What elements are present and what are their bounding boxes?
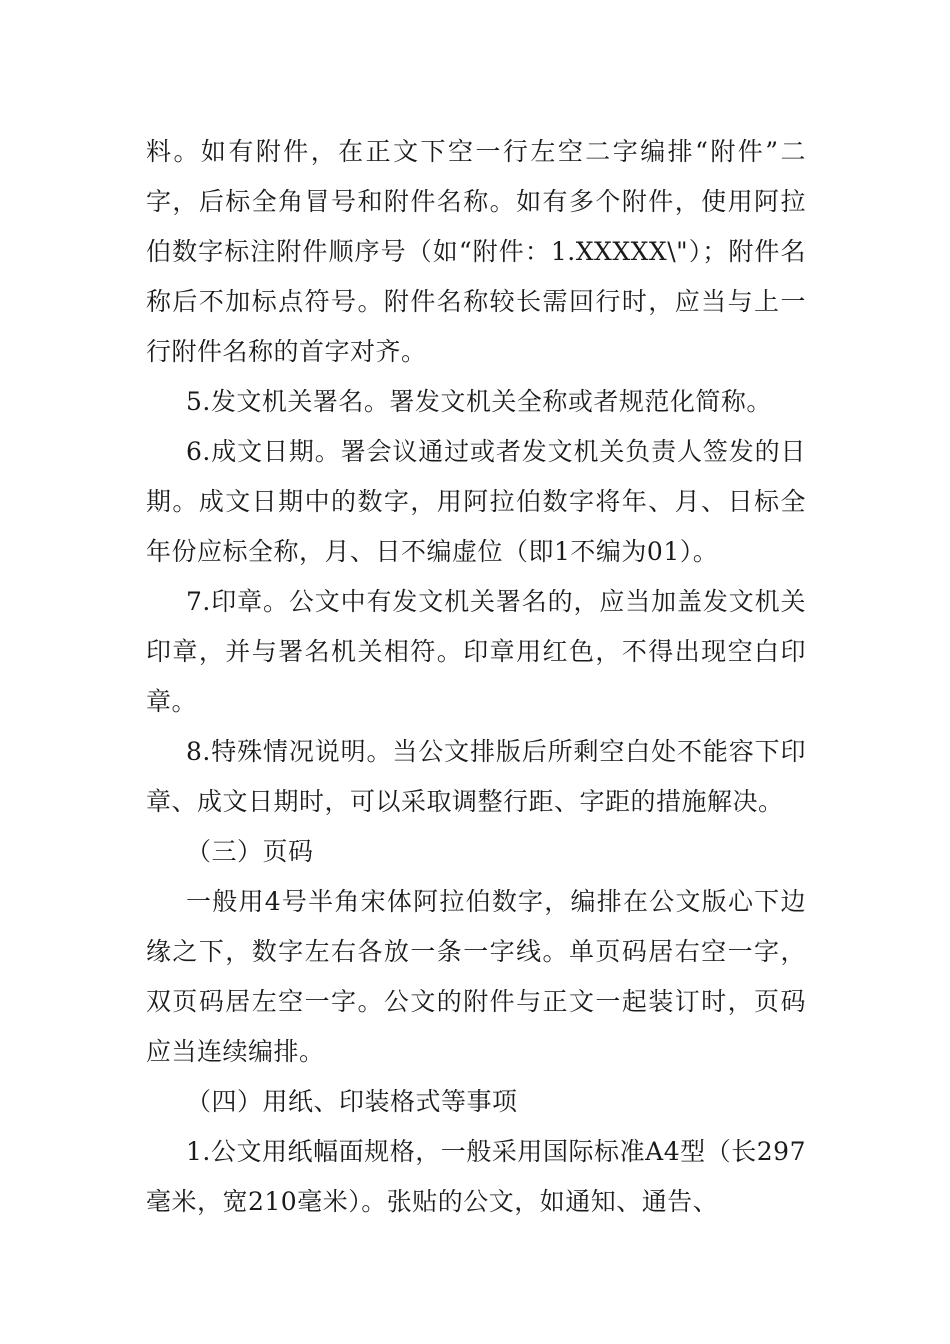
paragraph-page-number: 一般用4号半角宋体阿拉伯数字，编排在公文版心下边缘之下，数字左右各放一条一字线。单页码居右空一字，双页码居左空一字。公文的附件与正文一起装订时，页码应当连续编排。 (146, 887, 806, 1066)
paragraph-special-cases: 8.特殊情况说明。当公文排版后所剩空白处不能容下印章、成文日期时，可以采取调整行距、字距的措施解决。 (146, 737, 806, 816)
paragraph-paper-size: 1.公文用纸幅面规格，一般采用国际标准A4型（长297毫米，宽210毫米）。张贴的公文，如通知、通告、 (146, 1137, 806, 1216)
section-heading-page-number: （三）页码 (186, 837, 314, 866)
paragraph-issue-date: 6.成文日期。署会议通过或者发文机关负责人签发的日期。成文日期中的数字，用阿拉伯数字将年、月、日标全年份应标全称，月、日不编虚位（即1不编为01）。 (146, 437, 806, 566)
section-heading-paper-format: （四）用纸、印装格式等事项 (186, 1087, 518, 1116)
paragraph-issuer-signature: 5.发文机关署名。署发文机关全称或者规范化简称。 (186, 387, 772, 416)
document-body (146, 127, 806, 1227)
paragraph-seal: 7.印章。公文中有发文机关署名的，应当加盖发文机关印章，并与署名机关相符。印章用红色，不得出现空白印章。 (146, 587, 806, 716)
paragraph-attachment-rules: 料。如有附件，在正文下空一行左空二字编排“附件”二字，后标全角冒号和附件名称。如有多个附件，使用阿拉伯数字标注附件顺序号（如“附件：1.XXXXX\"）；附件名称后不加标点符号。附件名称较长需回行时，应当与上一行附件名称的首字对齐。 (146, 137, 806, 366)
